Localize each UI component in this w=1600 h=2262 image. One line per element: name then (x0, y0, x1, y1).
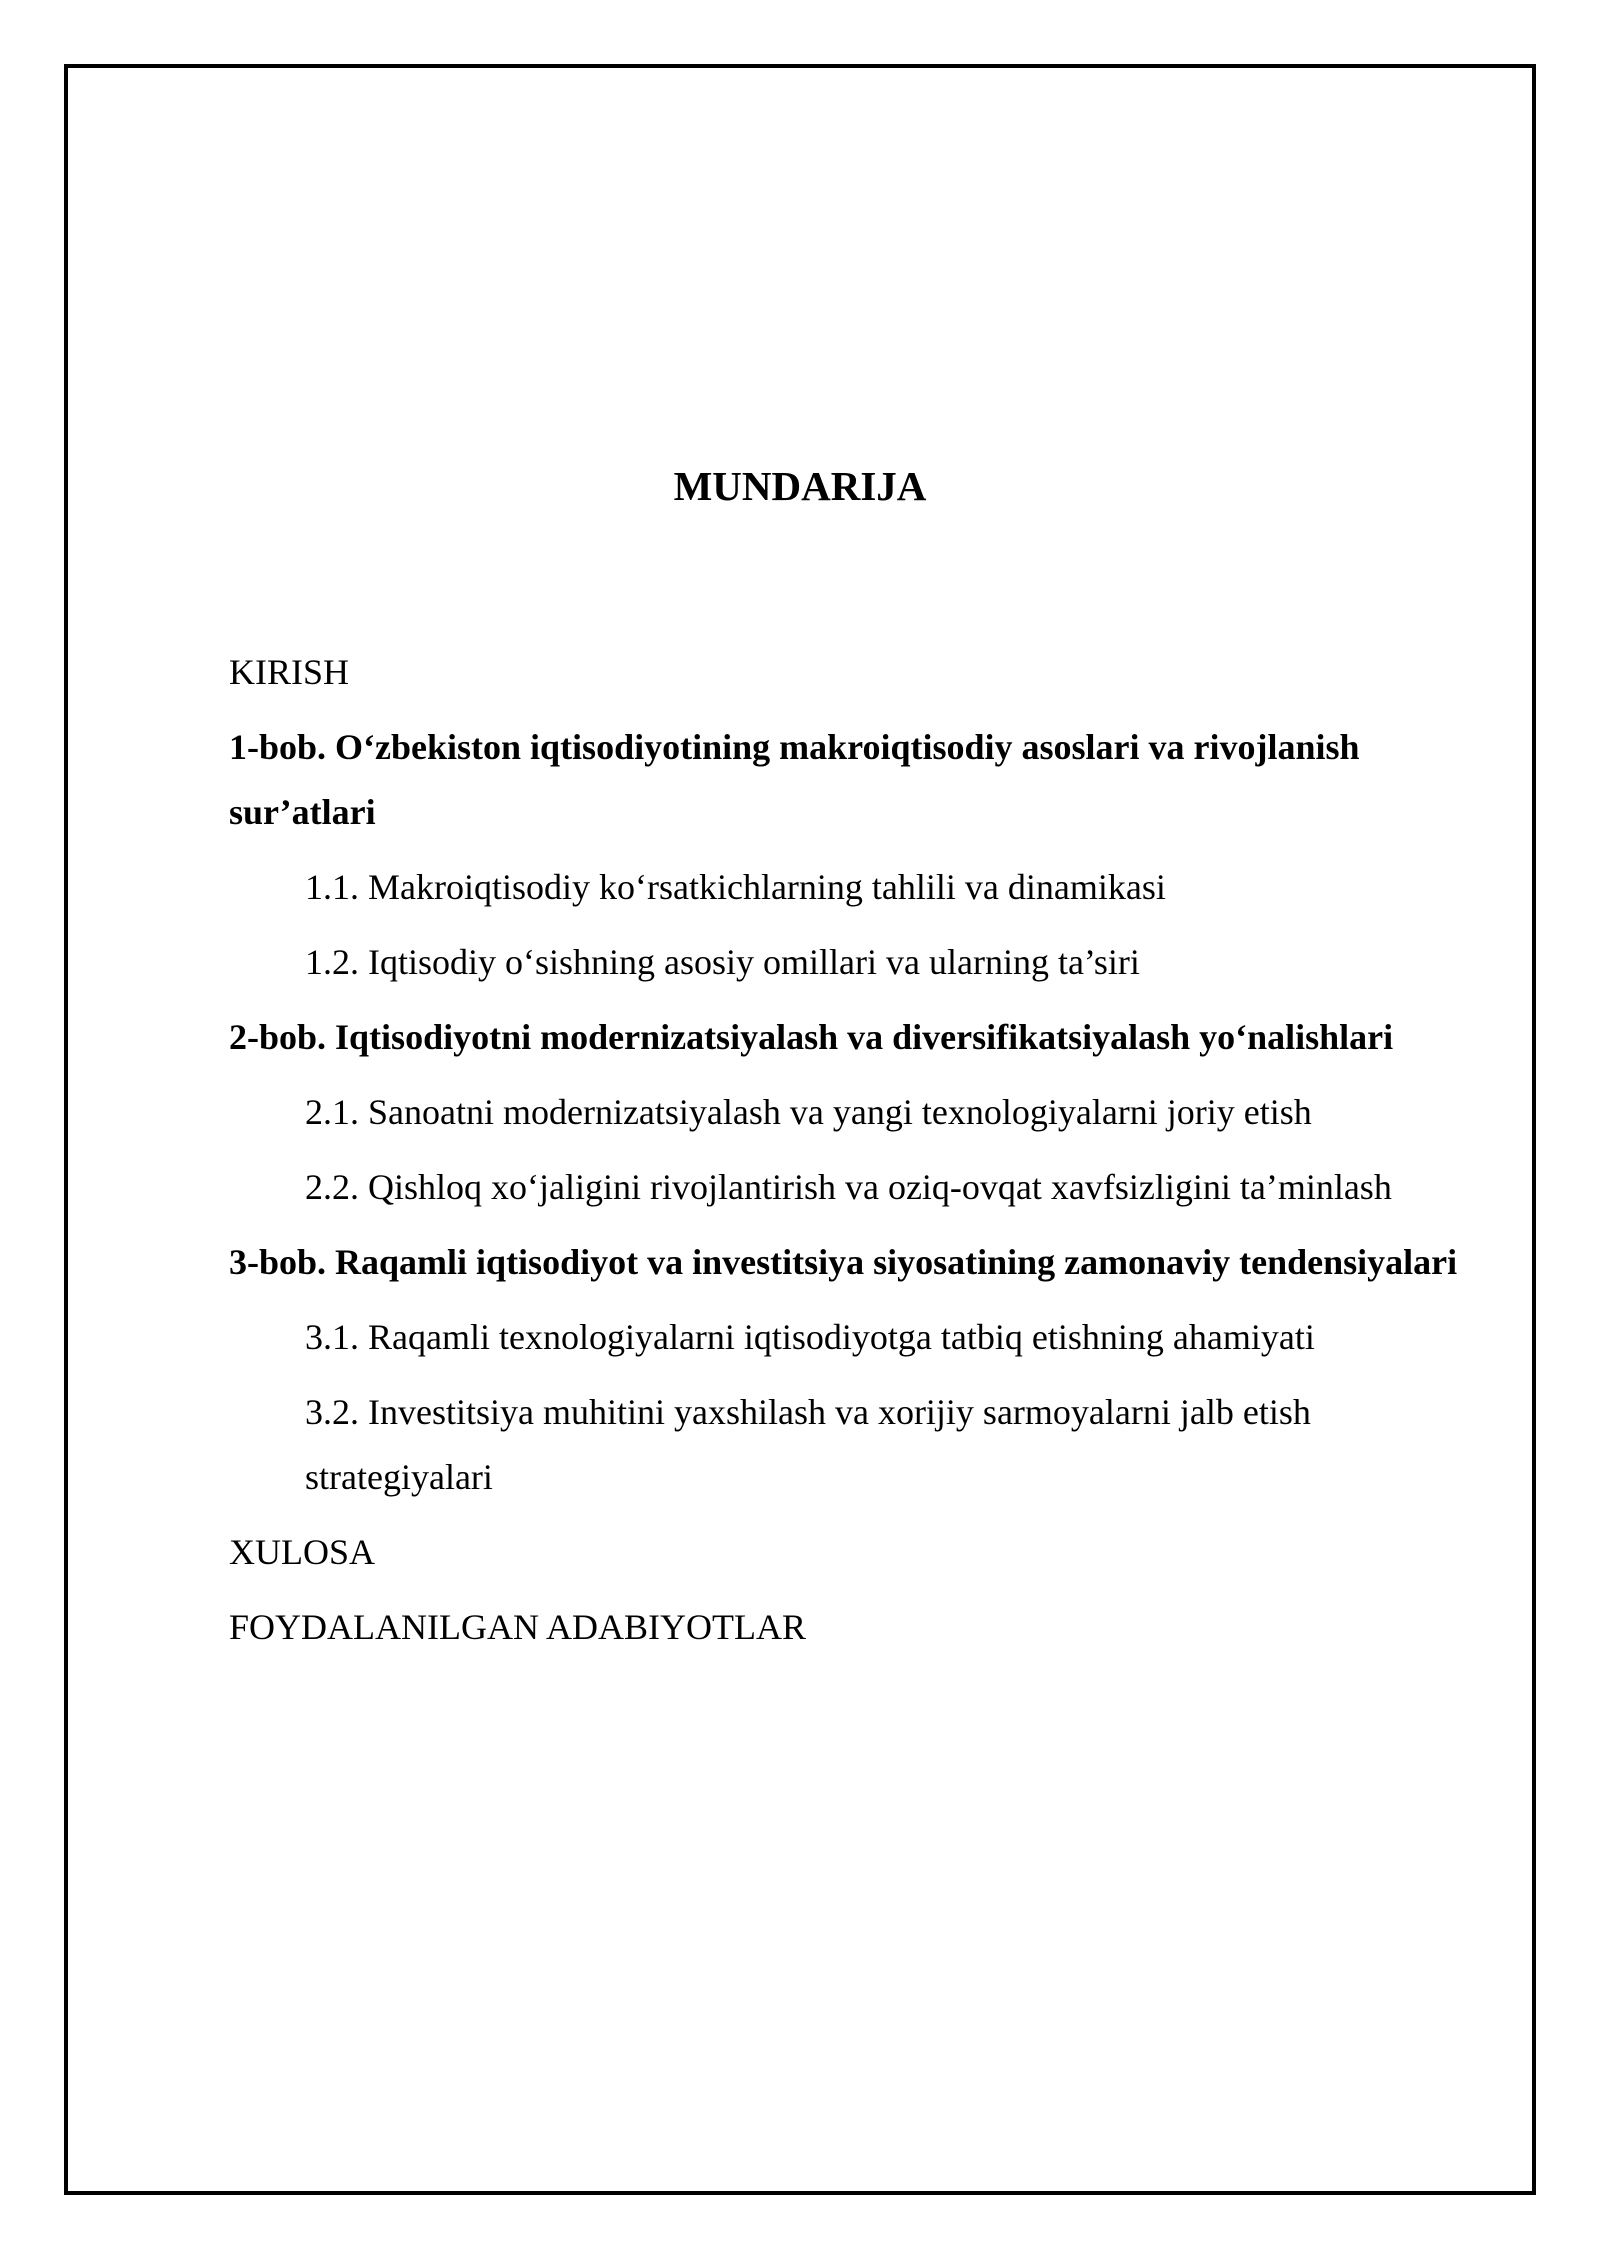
toc-chapter-3: 3-bob. Raqamli iqtisodiyot va investitsiya siyosatining zamonaviy tendensiyalari (229, 1242, 1458, 1282)
toc-section-3-2: 3.2. Investitsiya muhitini yaxshilash va xorijiy sarmoyalarni jalb etish strategiyalari (305, 1392, 1311, 1497)
toc-section-2-2: 2.2. Qishloq xo‘jaligini rivojlantirish va oziq-ovqat xavfsizligini ta’minlash (305, 1167, 1392, 1207)
toc-entry-references: FOYDALANILGAN ADABIYOTLAR (229, 1607, 806, 1647)
table-of-contents (229, 640, 1489, 1670)
toc-entry-conclusion: XULOSA (229, 1532, 376, 1572)
toc-section-1-1: 1.1. Makroiqtisodiy ko‘rsatkichlarning tahlili va dinamikasi (305, 867, 1166, 907)
toc-chapter-2: 2-bob. Iqtisodiyotni modernizatsiyalash va diversifikatsiyalash yo‘nalishlari (229, 1017, 1394, 1057)
page-title: MUNDARIJA (673, 463, 927, 509)
toc-chapter-1: 1-bob. O‘zbekiston iqtisodiyotining makroiqtisodiy asoslari va rivojlanish sur’atlari (229, 727, 1360, 832)
toc-section-2-1: 2.1. Sanoatni modernizatsiyalash va yangi texnologiyalarni joriy etish (305, 1092, 1312, 1132)
toc-section-1-2: 1.2. Iqtisodiy o‘sishning asosiy omillari va ularning ta’siri (305, 942, 1140, 982)
toc-section-3-1: 3.1. Raqamli texnologiyalarni iqtisodiyotga tatbiq etishning ahamiyati (305, 1317, 1315, 1357)
toc-entry-introduction: KIRISH (229, 652, 350, 692)
